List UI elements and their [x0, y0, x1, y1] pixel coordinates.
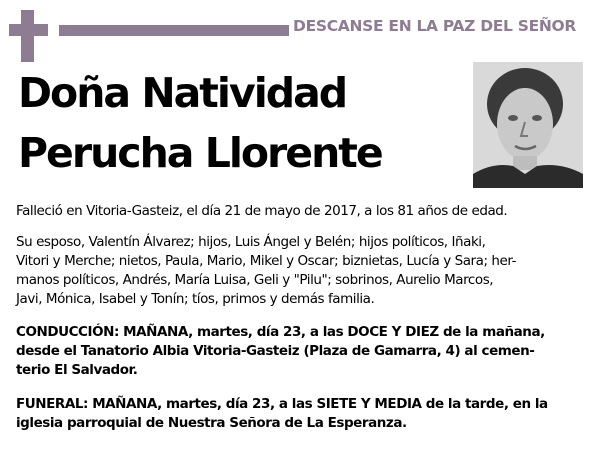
- portrait-photo: [473, 62, 583, 188]
- funeral-paragraph: [16, 395, 582, 433]
- family-line: Javi, Mónica, Isabel y Tonín; tíos, primos y demás familia.: [16, 291, 375, 307]
- deceased-name-line1: Doña Natividad: [18, 69, 347, 117]
- portrait-icon: [473, 62, 583, 188]
- death-notice: Falleció en Vitoria-Gasteiz, el día 21 de mayo de 2017, a los 81 años de edad.: [16, 203, 508, 219]
- family-line: Su esposo, Valentín Álvarez; hijos, Luis Ángel y Belén; hijos políticos, Iñaki,: [16, 234, 486, 250]
- deceased-name-line2: Perucha Llorente: [18, 129, 382, 177]
- family-paragraph: [16, 233, 582, 309]
- conduccion-paragraph: [16, 323, 582, 380]
- conduccion-line: desde el Tanatorio Albia Vitoria-Gasteiz (Plaza de Gamarra, 4) al cemen-: [16, 343, 535, 359]
- header-tagline: DESCANSE EN LA PAZ DEL SEÑOR: [293, 17, 577, 35]
- family-line: manos políticos, Andrés, María Luisa, Geli y "Pilu"; sobrinos, Aurelio Marcos,: [16, 272, 494, 288]
- conduccion-line: CONDUCCIÓN: MAÑANA, martes, día 23, a las DOCE Y DIEZ de la mañana,: [16, 324, 545, 340]
- cross-icon-horizontal: [9, 24, 48, 36]
- header-divider: [59, 25, 289, 36]
- funeral-line: FUNERAL: MAÑANA, martes, día 23, a las SIETE Y MEDIA de la tarde, en la: [16, 396, 548, 412]
- cross-icon-vertical: [21, 10, 34, 62]
- family-line: Vitori y Merche; nietos, Paula, Mario, Mikel y Oscar; biznietas, Lucía y Sara; her-: [16, 253, 517, 269]
- conduccion-line: terio El Salvador.: [16, 362, 138, 378]
- funeral-line: iglesia parroquial de Nuestra Señora de La Esperanza.: [16, 415, 407, 431]
